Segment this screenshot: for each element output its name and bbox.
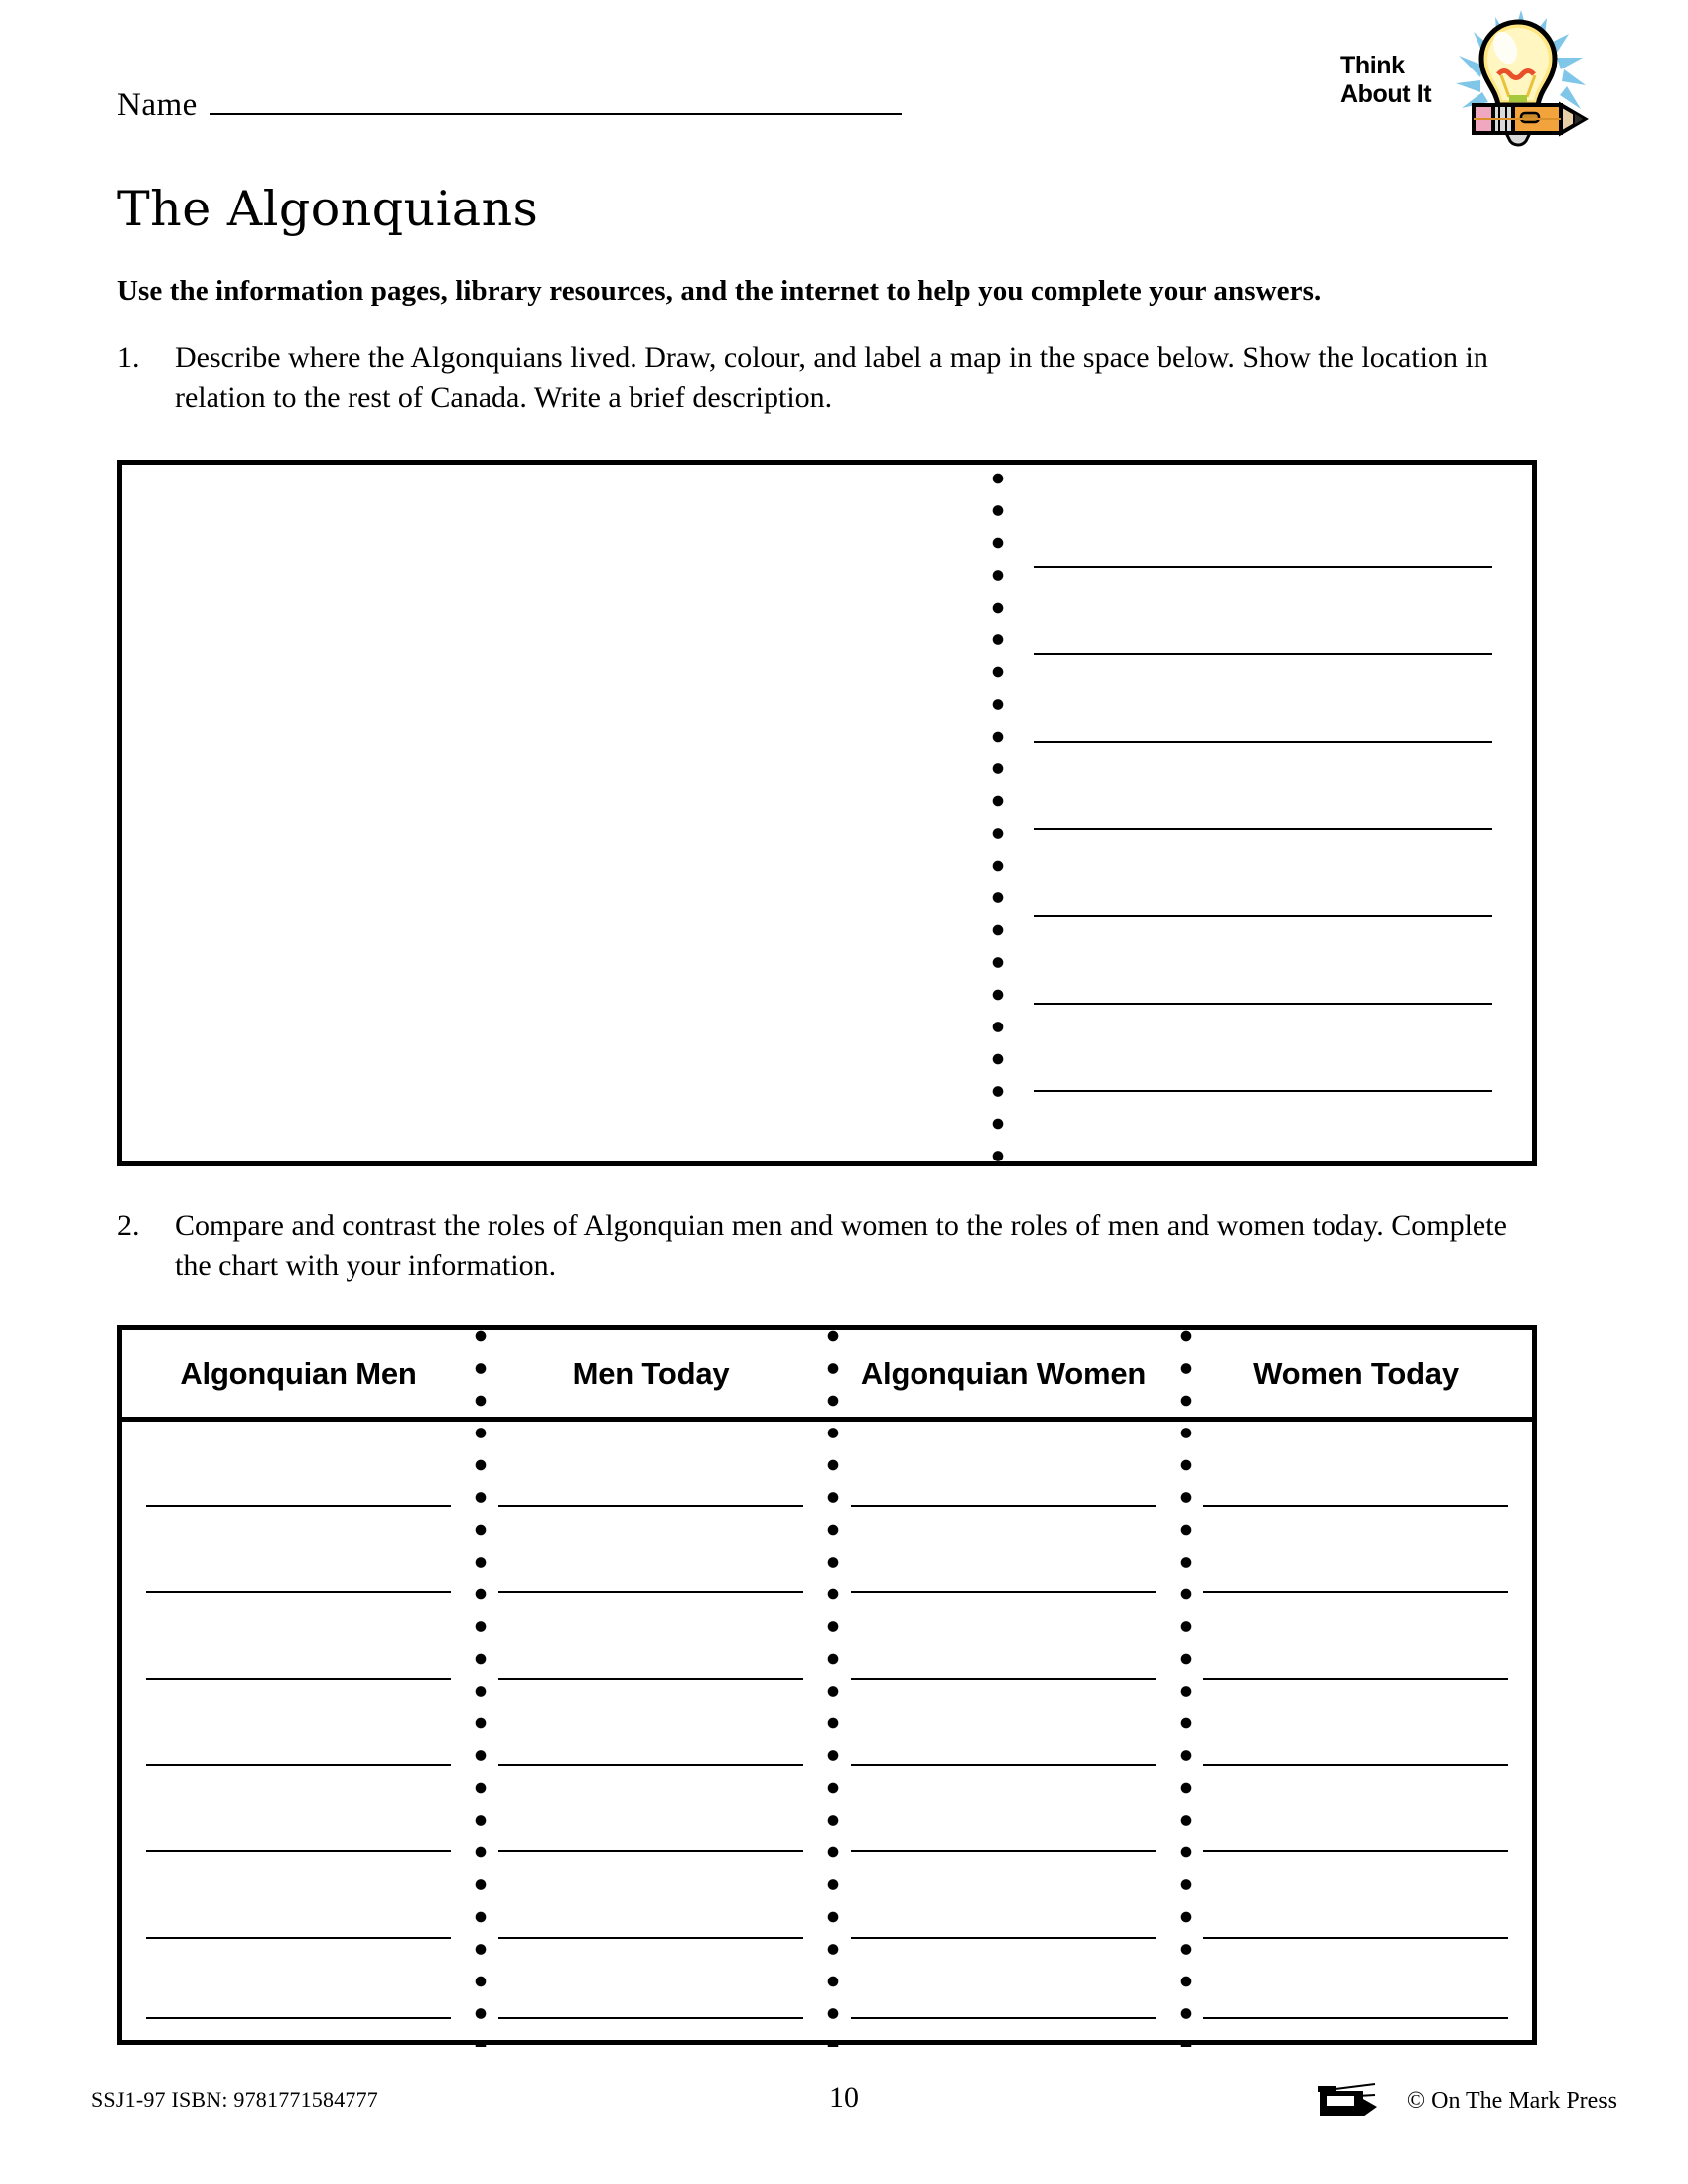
dotted-divider-vertical [992, 473, 1004, 1163]
chart-writing-line[interactable] [498, 1591, 803, 1593]
chart-writing-line[interactable] [851, 1764, 1156, 1766]
question-1-number: 1. [117, 341, 140, 374]
logo-text-line1: Think [1340, 52, 1405, 79]
footer-publisher [1314, 2079, 1617, 2122]
chart-writing-line[interactable] [146, 1937, 451, 1939]
chart-header-women-today: Women Today [1253, 1355, 1459, 1391]
chart-writing-line[interactable] [1203, 1850, 1508, 1852]
question-2-number: 2. [117, 1209, 140, 1242]
footer-code-isbn: SSJ1-97 ISBN: 9781771584777 [91, 2087, 378, 2112]
chart-writing-line[interactable] [498, 2017, 803, 2019]
page-number: 10 [829, 2081, 859, 2114]
chart-header-men-today: Men Today [572, 1355, 730, 1391]
chart-header-algonquian-men: Algonquian Men [180, 1355, 417, 1391]
name-input-line[interactable] [210, 89, 902, 115]
chart-writing-line[interactable] [498, 1678, 803, 1680]
chart-writing-line[interactable] [1203, 2017, 1508, 2019]
writing-line[interactable] [1034, 566, 1492, 568]
chart-writing-line[interactable] [851, 1505, 1156, 1507]
chart-writing-line[interactable] [146, 1850, 451, 1852]
copyright-text: © On The Mark Press [1406, 2087, 1617, 2114]
question-2 [117, 1206, 1547, 1286]
chart-writing-line[interactable] [1203, 1764, 1508, 1766]
writing-line[interactable] [1034, 1003, 1492, 1005]
chart-writing-line[interactable] [498, 1937, 803, 1939]
chart-body [122, 1422, 1532, 2040]
writing-line[interactable] [1034, 915, 1492, 917]
name-label: Name [117, 87, 198, 123]
question-2-text: Compare and contrast the roles of Algonquian men and women to the roles of men and women today. Complete the chart with your information. [175, 1209, 1507, 1282]
chart-writing-line[interactable] [146, 1764, 451, 1766]
chart-writing-line[interactable] [1203, 1937, 1508, 1939]
chart-writing-line[interactable] [851, 1591, 1156, 1593]
lightbulb-pencil-icon [1444, 8, 1593, 157]
writing-line[interactable] [1034, 741, 1492, 743]
chart-writing-line[interactable] [1203, 1505, 1508, 1507]
chart-column-women-today[interactable] [1180, 1422, 1532, 2040]
chart-writing-line[interactable] [146, 1505, 451, 1507]
printing-press-icon [1314, 2079, 1389, 2122]
chart-header-algonquian-women: Algonquian Women [860, 1355, 1147, 1391]
chart-column-algonquian-women[interactable] [827, 1422, 1180, 2040]
pencil-icon [1474, 105, 1585, 133]
chart-column-men-today[interactable] [475, 1422, 827, 2040]
dotted-divider-vertical [475, 1330, 487, 2047]
answer-box-1[interactable] [117, 460, 1537, 1166]
map-drawing-area[interactable] [122, 465, 992, 1161]
writing-line[interactable] [1034, 1090, 1492, 1092]
writing-line[interactable] [1034, 653, 1492, 655]
chart-writing-line[interactable] [498, 1505, 803, 1507]
page-title: The Algonquians [117, 181, 539, 237]
answer-box-1-writing-lines[interactable] [1034, 465, 1492, 1161]
think-about-it-logo [1340, 8, 1589, 157]
chart-writing-line[interactable] [851, 2017, 1156, 2019]
comparison-chart[interactable] [117, 1325, 1537, 2045]
chart-writing-line[interactable] [146, 1591, 451, 1593]
chart-writing-line[interactable] [1203, 1678, 1508, 1680]
question-1-text: Describe where the Algonquians lived. Draw, colour, and label a map in the space below. Show the location in relation to the rest of Canada. Write a brief description. [175, 341, 1488, 414]
dotted-divider-vertical [1180, 1330, 1192, 2047]
chart-writing-line[interactable] [146, 2017, 451, 2019]
chart-writing-line[interactable] [146, 1678, 451, 1680]
name-field-row [117, 87, 902, 124]
logo-text [1340, 52, 1458, 109]
chart-writing-line[interactable] [851, 1678, 1156, 1680]
chart-writing-line[interactable] [851, 1850, 1156, 1852]
chart-writing-line[interactable] [498, 1850, 803, 1852]
chart-column-algonquian-men[interactable] [122, 1422, 475, 2040]
chart-writing-line[interactable] [851, 1937, 1156, 1939]
writing-line[interactable] [1034, 828, 1492, 830]
bulb-glass-icon [1481, 22, 1555, 105]
chart-writing-line[interactable] [1203, 1591, 1508, 1593]
logo-text-line2: About It [1340, 80, 1432, 108]
lead-instruction: Use the information pages, library resources, and the internet to help you complete your answers. [117, 275, 1322, 307]
question-1 [117, 339, 1547, 418]
dotted-divider-vertical [827, 1330, 839, 2047]
chart-writing-line[interactable] [498, 1764, 803, 1766]
